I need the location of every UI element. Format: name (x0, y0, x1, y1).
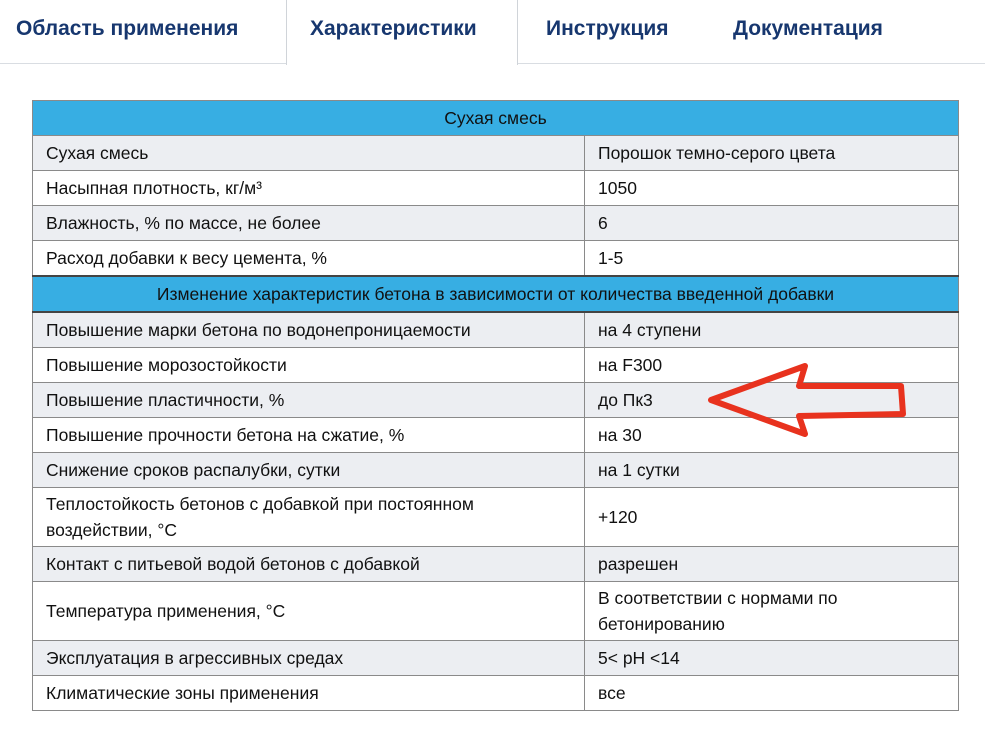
table-row (33, 171, 959, 206)
tab-application-area[interactable]: Область применения (16, 17, 239, 40)
row-label: Повышение морозостойкости (33, 348, 585, 383)
row-value: Порошок темно-серого цвета (585, 136, 959, 171)
table-row (33, 488, 959, 547)
row-value: 6 (585, 206, 959, 241)
row-value: на 30 (585, 418, 959, 453)
table-row (33, 453, 959, 488)
row-value: 5< pH <14 (585, 641, 959, 676)
row-label: Контакт с питьевой водой бетонов с добавкой (33, 547, 585, 582)
row-label: Сухая смесь (33, 136, 585, 171)
table-row (33, 241, 959, 277)
row-label: Температура применения, °С (33, 582, 585, 641)
row-value: +120 (585, 488, 959, 547)
row-label: Насыпная плотность, кг/м³ (33, 171, 585, 206)
table-row (33, 206, 959, 241)
row-value: все (585, 676, 959, 711)
table-row (33, 641, 959, 676)
table-row (33, 582, 959, 641)
row-label: Расход добавки к весу цемента, % (33, 241, 585, 277)
table-row (33, 312, 959, 348)
table-row (33, 136, 959, 171)
row-label: Теплостойкость бетонов с добавкой при постоянном воздействии, °С (33, 488, 585, 547)
row-label: Повышение прочности бетона на сжатие, % (33, 418, 585, 453)
tab-instructions[interactable]: Инструкция (546, 17, 669, 40)
row-label: Повышение марки бетона по водонепроницаемости (33, 312, 585, 348)
section-title: Изменение характеристик бетона в зависимости от количества введенной добавки (33, 276, 959, 312)
section-header-dry-mix (33, 101, 959, 136)
tab-bar (0, 0, 985, 64)
row-value: 1-5 (585, 241, 959, 277)
section-title: Сухая смесь (33, 101, 959, 136)
row-value: на 4 ступени (585, 312, 959, 348)
table-row (33, 676, 959, 711)
section-header-concrete-changes (33, 276, 959, 312)
row-label: Снижение сроков распалубки, сутки (33, 453, 585, 488)
row-value: разрешен (585, 547, 959, 582)
row-value: до Пк3 (585, 383, 959, 418)
row-value: 1050 (585, 171, 959, 206)
row-value: В соответствии с нормами по бетонированию (585, 582, 959, 641)
row-label: Влажность, % по массе, не более (33, 206, 585, 241)
row-label: Климатические зоны применения (33, 676, 585, 711)
tab-characteristics[interactable]: Характеристики (286, 0, 518, 65)
tab-documentation[interactable]: Документация (733, 17, 883, 40)
left-arrow-icon (705, 362, 909, 438)
row-label: Повышение пластичности, % (33, 383, 585, 418)
table-row (33, 547, 959, 582)
row-label: Эксплуатация в агрессивных средах (33, 641, 585, 676)
row-value: на 1 сутки (585, 453, 959, 488)
row-value: на F300 (585, 348, 959, 383)
